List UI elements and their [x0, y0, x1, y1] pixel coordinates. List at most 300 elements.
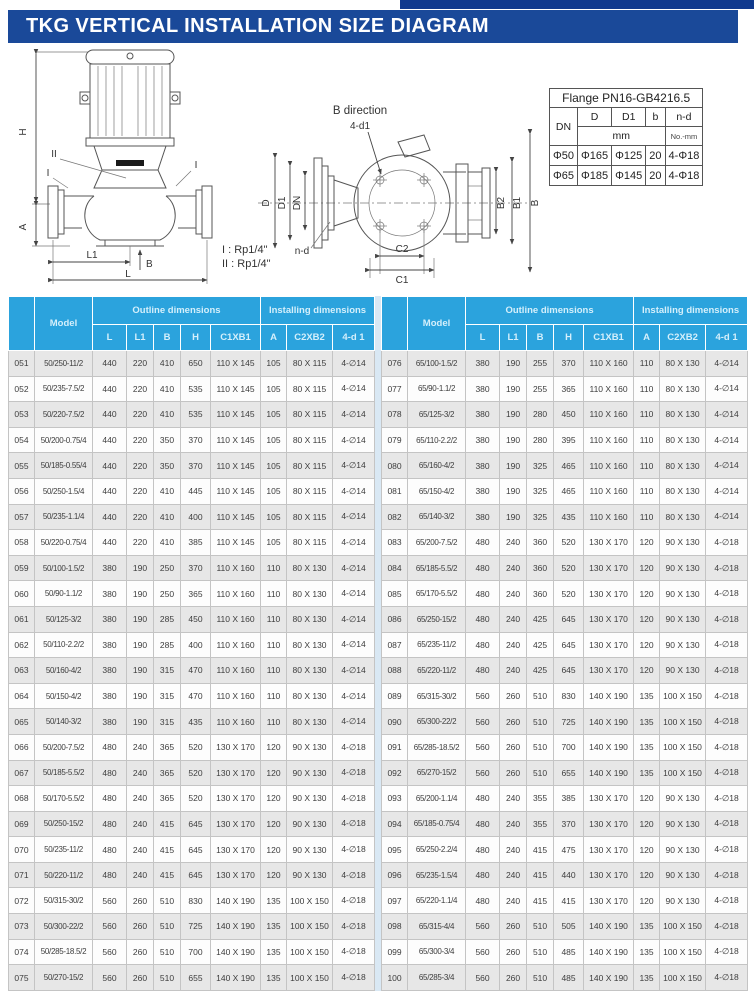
cell: 120: [634, 811, 660, 837]
cell: 480: [466, 888, 500, 914]
cell: 240: [500, 811, 527, 837]
cell: 65/300-22/2: [408, 709, 466, 735]
cell: 315: [154, 658, 181, 684]
cell: 655: [554, 760, 584, 786]
table-row: [9, 888, 375, 914]
cell: 425: [527, 658, 554, 684]
table-row: [382, 453, 748, 479]
cell: 260: [500, 683, 527, 709]
cell: 066: [9, 734, 35, 760]
cell: 110 X 145: [211, 402, 261, 428]
spec-table-left-body: [9, 351, 375, 991]
cell: 060: [9, 581, 35, 607]
flange-col-nd: n-d: [665, 108, 703, 127]
cell: 190: [127, 658, 154, 684]
table-row: [9, 427, 375, 453]
dim-label-d1: D1: [277, 196, 288, 210]
cell: 110: [634, 453, 660, 479]
cell: 085: [382, 581, 408, 607]
cell: 130 X 170: [584, 606, 634, 632]
cell: 135: [634, 939, 660, 965]
cell: 220: [127, 478, 154, 504]
cell: 370: [181, 453, 211, 479]
dim-label-l1: L1: [86, 250, 98, 261]
cell: 140 X 190: [584, 939, 634, 965]
cell: 380: [93, 555, 127, 581]
cell: 380: [93, 709, 127, 735]
cell: 086: [382, 606, 408, 632]
cell: 410: [154, 351, 181, 377]
cell: 380: [466, 402, 500, 428]
cell: 4-∅18: [333, 939, 375, 965]
cell: 135: [634, 683, 660, 709]
cell: 4-∅14: [706, 351, 748, 377]
cell: 725: [181, 914, 211, 940]
cell: 083: [382, 530, 408, 556]
cell: 65/160-4/2: [408, 453, 466, 479]
cell: 4-∅18: [706, 581, 748, 607]
cell: 380: [466, 427, 500, 453]
cell: 4-∅14: [333, 453, 375, 479]
cell: 560: [466, 760, 500, 786]
cell: Φ185: [578, 166, 612, 186]
installing-group-header: Installing dimensions: [261, 297, 375, 325]
cell: 056: [9, 478, 35, 504]
cell: 440: [93, 530, 127, 556]
cell: 4-∅18: [333, 760, 375, 786]
table-row: [9, 734, 375, 760]
cell: 260: [127, 888, 154, 914]
table-row: [9, 939, 375, 965]
cell: 50/250-1.5/4: [35, 478, 93, 504]
cell: 135: [261, 939, 287, 965]
cell: 560: [466, 709, 500, 735]
table-row: [382, 965, 748, 991]
cell: 098: [382, 914, 408, 940]
cell: 370: [181, 427, 211, 453]
cell: 65/110-2.2/2: [408, 427, 466, 453]
cell: 260: [500, 939, 527, 965]
cell: 110: [261, 555, 287, 581]
cell: 130 X 170: [211, 760, 261, 786]
col-header-l1: L1: [127, 325, 154, 351]
cell: 80 X 130: [287, 658, 333, 684]
page-title: TKG VERTICAL INSTALLATION SIZE DIAGRAM: [8, 10, 738, 43]
cell: 120: [261, 786, 287, 812]
cell: 350: [154, 427, 181, 453]
cell: 90 X 130: [660, 658, 706, 684]
cell: 240: [500, 837, 527, 863]
cell: 4-∅14: [333, 555, 375, 581]
cell: 80 X 130: [660, 376, 706, 402]
cell: 425: [527, 632, 554, 658]
cell: 50/100-1.5/2: [35, 555, 93, 581]
col-header-a: A: [261, 325, 287, 351]
cell: 068: [9, 786, 35, 812]
cell: 4-∅18: [706, 658, 748, 684]
cell: 90 X 130: [660, 786, 706, 812]
table-row: [382, 581, 748, 607]
cell: 4-∅18: [706, 632, 748, 658]
cell: 830: [554, 683, 584, 709]
cell: 120: [634, 888, 660, 914]
cell: 645: [554, 632, 584, 658]
cell: 80 X 115: [287, 351, 333, 377]
cell: 20: [646, 166, 665, 186]
cell: 110: [634, 402, 660, 428]
cell: 110 X 160: [584, 376, 634, 402]
cell: 260: [127, 965, 154, 991]
table-row: [9, 632, 375, 658]
cell: 65/285-18.5/2: [408, 734, 466, 760]
cell: 440: [93, 402, 127, 428]
cell: Φ145: [612, 166, 646, 186]
table-row: [382, 555, 748, 581]
cell: 65/125-3/2: [408, 402, 466, 428]
cell: 240: [500, 606, 527, 632]
cell: 445: [181, 478, 211, 504]
cell: 091: [382, 734, 408, 760]
cell: 280: [527, 402, 554, 428]
table-row: [9, 581, 375, 607]
cell: 240: [127, 734, 154, 760]
cell: 90 X 130: [660, 811, 706, 837]
cell: 50/125-3/2: [35, 606, 93, 632]
cell: 130 X 170: [584, 837, 634, 863]
cell: 90 X 130: [660, 862, 706, 888]
cell: 560: [93, 965, 127, 991]
cell: 380: [93, 606, 127, 632]
cell: 380: [466, 478, 500, 504]
cell: 255: [527, 351, 554, 377]
cell: 074: [9, 939, 35, 965]
table-row: [9, 683, 375, 709]
cell: 110 X 160: [211, 683, 261, 709]
cell: 415: [554, 888, 584, 914]
col-header-b: B: [527, 325, 554, 351]
cell: 365: [154, 734, 181, 760]
table-row: [9, 837, 375, 863]
table-row: [382, 683, 748, 709]
cell: 560: [466, 734, 500, 760]
model-column-header: Model: [408, 297, 466, 351]
cell: 650: [181, 351, 211, 377]
b-direction-title: B direction: [332, 105, 388, 117]
cell: 65/100-1.5/2: [408, 351, 466, 377]
cell: 4-∅18: [706, 683, 748, 709]
cell: 485: [554, 939, 584, 965]
cell: 110 X 145: [211, 376, 261, 402]
cell: 50/110-2.2/2: [35, 632, 93, 658]
table-row: [382, 914, 748, 940]
cell: 4-∅18: [333, 914, 375, 940]
cell: 80 X 130: [660, 453, 706, 479]
cell: 470: [181, 683, 211, 709]
cell: 095: [382, 837, 408, 863]
cell: 450: [181, 606, 211, 632]
table-row: [382, 888, 748, 914]
cell: 50/315-30/2: [35, 888, 93, 914]
cell: 069: [9, 811, 35, 837]
cell: 190: [127, 632, 154, 658]
cell: 410: [154, 478, 181, 504]
cell: 4-∅14: [706, 453, 748, 479]
cell: 240: [127, 862, 154, 888]
cell: 120: [634, 786, 660, 812]
cell: 520: [554, 581, 584, 607]
cell: 105: [261, 530, 287, 556]
cell: 240: [500, 658, 527, 684]
cell: 80 X 130: [660, 478, 706, 504]
cell: 110: [261, 658, 287, 684]
cell: 053: [9, 402, 35, 428]
col-header-4d1: 4-d 1: [333, 325, 375, 351]
cell: 535: [181, 376, 211, 402]
cell: 560: [466, 914, 500, 940]
cell: 140 X 190: [584, 734, 634, 760]
cell: 250: [154, 555, 181, 581]
cell: 65/185-0.75/4: [408, 811, 466, 837]
cell: 65/235-1.5/4: [408, 862, 466, 888]
cell: 4-∅18: [706, 530, 748, 556]
cell: 4-∅18: [333, 837, 375, 863]
top-edge-strip: [400, 0, 754, 9]
cell: 90 X 130: [287, 811, 333, 837]
table-row: [382, 427, 748, 453]
cell: 140 X 190: [211, 965, 261, 991]
cell: 65/200-1.1/4: [408, 786, 466, 812]
cell: 140 X 190: [584, 914, 634, 940]
cell: 190: [127, 606, 154, 632]
cell: 380: [466, 376, 500, 402]
b-direction-drawing: [230, 98, 545, 292]
cell: 80 X 130: [287, 632, 333, 658]
cell: 415: [154, 811, 181, 837]
model-column-header: Model: [35, 297, 93, 351]
cell: 4-∅14: [333, 606, 375, 632]
cell: 105: [261, 453, 287, 479]
cell: 645: [554, 606, 584, 632]
cell: 50/300-22/2: [35, 914, 93, 940]
cell: 80 X 115: [287, 504, 333, 530]
table-row: [382, 402, 748, 428]
cell: 076: [382, 351, 408, 377]
cell: 110: [261, 632, 287, 658]
cell: 240: [500, 632, 527, 658]
cell: 360: [527, 581, 554, 607]
cell: 645: [181, 811, 211, 837]
cell: 100 X 150: [287, 939, 333, 965]
cell: 190: [500, 504, 527, 530]
cell: 4-∅18: [706, 786, 748, 812]
table-row: [382, 530, 748, 556]
cell: 100 X 150: [660, 939, 706, 965]
cell: 80 X 115: [287, 427, 333, 453]
cell: 130 X 170: [584, 632, 634, 658]
cell: 440: [93, 453, 127, 479]
cell: 510: [527, 683, 554, 709]
cell: 220: [127, 427, 154, 453]
cell: 054: [9, 427, 35, 453]
cell: 50/250-15/2: [35, 811, 93, 837]
cell: 190: [500, 427, 527, 453]
cell: 560: [93, 888, 127, 914]
cell: 510: [154, 888, 181, 914]
cell: 4-Φ18: [665, 166, 703, 186]
cell: 90 X 130: [660, 530, 706, 556]
cell: 140 X 190: [211, 914, 261, 940]
cell: 505: [554, 914, 584, 940]
cell: 480: [93, 862, 127, 888]
cell: 130 X 170: [211, 811, 261, 837]
cell: 65/300-3/4: [408, 939, 466, 965]
cell: 425: [527, 606, 554, 632]
cell: 395: [554, 427, 584, 453]
cell: 061: [9, 606, 35, 632]
cell: 510: [527, 760, 554, 786]
cell: 240: [127, 811, 154, 837]
cell: 105: [261, 504, 287, 530]
cell: 480: [466, 862, 500, 888]
cell: 240: [500, 786, 527, 812]
cell: 725: [554, 709, 584, 735]
cell: 80 X 130: [660, 402, 706, 428]
cell: 80 X 130: [287, 709, 333, 735]
cell: 4-∅14: [333, 530, 375, 556]
table-row: [9, 555, 375, 581]
cell: 520: [181, 786, 211, 812]
cell: 560: [466, 965, 500, 991]
cell: 110 X 160: [584, 478, 634, 504]
table-row: [9, 606, 375, 632]
cell: 480: [93, 837, 127, 863]
table-row: [9, 914, 375, 940]
cell: 052: [9, 376, 35, 402]
cell: 365: [554, 376, 584, 402]
cell: 510: [154, 914, 181, 940]
col-header-c2xb2: C2XB2: [287, 325, 333, 351]
cell: 80 X 115: [287, 530, 333, 556]
cell: 4-∅14: [333, 402, 375, 428]
cell: 50/200-7.5/2: [35, 734, 93, 760]
cell: 480: [466, 530, 500, 556]
cell: 65/200-7.5/2: [408, 530, 466, 556]
cell: 220: [127, 376, 154, 402]
table-row: [550, 146, 703, 166]
cell: 415: [527, 837, 554, 863]
cell: 470: [181, 658, 211, 684]
cell: 110 X 160: [211, 709, 261, 735]
cell: 130 X 170: [584, 581, 634, 607]
cell: 50/235-11/2: [35, 837, 93, 863]
cell: 50/170-5.5/2: [35, 786, 93, 812]
cell: 65/220-1.1/4: [408, 888, 466, 914]
cell: 099: [382, 939, 408, 965]
cell: 120: [634, 862, 660, 888]
table-row: [9, 530, 375, 556]
cell: 135: [634, 734, 660, 760]
thread-notes: [222, 243, 271, 271]
cell: 240: [127, 837, 154, 863]
cell: 089: [382, 683, 408, 709]
cell: 380: [93, 683, 127, 709]
cell: 4-∅18: [333, 888, 375, 914]
cell: 415: [527, 888, 554, 914]
cell: 510: [527, 734, 554, 760]
table-row: [382, 786, 748, 812]
cell: 064: [9, 683, 35, 709]
cell: 100 X 150: [660, 760, 706, 786]
cell: 4-∅18: [706, 760, 748, 786]
cell: 380: [466, 504, 500, 530]
col-header-h: H: [554, 325, 584, 351]
cell: 105: [261, 478, 287, 504]
cell: 065: [9, 709, 35, 735]
cell: 370: [181, 555, 211, 581]
cell: 073: [9, 914, 35, 940]
flange-table-body: [550, 146, 703, 186]
cell: 380: [93, 658, 127, 684]
cell: 80 X 130: [287, 581, 333, 607]
cell: 110: [634, 478, 660, 504]
cell: 560: [93, 939, 127, 965]
cell: 190: [500, 351, 527, 377]
cell: 65/150-4/2: [408, 478, 466, 504]
cell: 4-∅14: [333, 504, 375, 530]
outline-group-header: Outline dimensions: [93, 297, 261, 325]
cell: 325: [527, 504, 554, 530]
cell: 190: [500, 478, 527, 504]
cell: 140 X 190: [584, 683, 634, 709]
cell: 100 X 150: [660, 734, 706, 760]
cell: 135: [261, 914, 287, 940]
col-header-l1: L1: [500, 325, 527, 351]
cell: 220: [127, 453, 154, 479]
cell: 50/220-11/2: [35, 862, 93, 888]
cell: 90 X 130: [287, 786, 333, 812]
cell: 435: [181, 709, 211, 735]
cell: 4-∅14: [333, 709, 375, 735]
cell: 058: [9, 530, 35, 556]
cell: 465: [554, 453, 584, 479]
cell: 110 X 145: [211, 427, 261, 453]
cell: 65/220-11/2: [408, 658, 466, 684]
cell: 4-∅14: [333, 351, 375, 377]
cell: 100 X 150: [287, 965, 333, 991]
cell: 50/270-15/2: [35, 965, 93, 991]
cell: 560: [466, 683, 500, 709]
flange-col-dn: DN: [550, 108, 578, 146]
col-header-a: A: [634, 325, 660, 351]
cell: 240: [500, 530, 527, 556]
dim-label-d: D: [261, 199, 272, 207]
cell: 90 X 130: [287, 837, 333, 863]
cell: 65/170-5.5/2: [408, 581, 466, 607]
cell: 50/220-7.5/2: [35, 402, 93, 428]
cell: 360: [527, 555, 554, 581]
cell: 135: [634, 709, 660, 735]
cell: 90 X 130: [660, 837, 706, 863]
pump-elevation-drawing: [10, 46, 238, 292]
col-header-l: L: [93, 325, 127, 351]
cell: 80 X 130: [660, 427, 706, 453]
col-header-4d1: 4-d 1: [706, 325, 748, 351]
cell: 100 X 150: [660, 709, 706, 735]
cell: 480: [93, 811, 127, 837]
cell: 400: [181, 504, 211, 530]
cell: 077: [382, 376, 408, 402]
cell: 80 X 115: [287, 453, 333, 479]
